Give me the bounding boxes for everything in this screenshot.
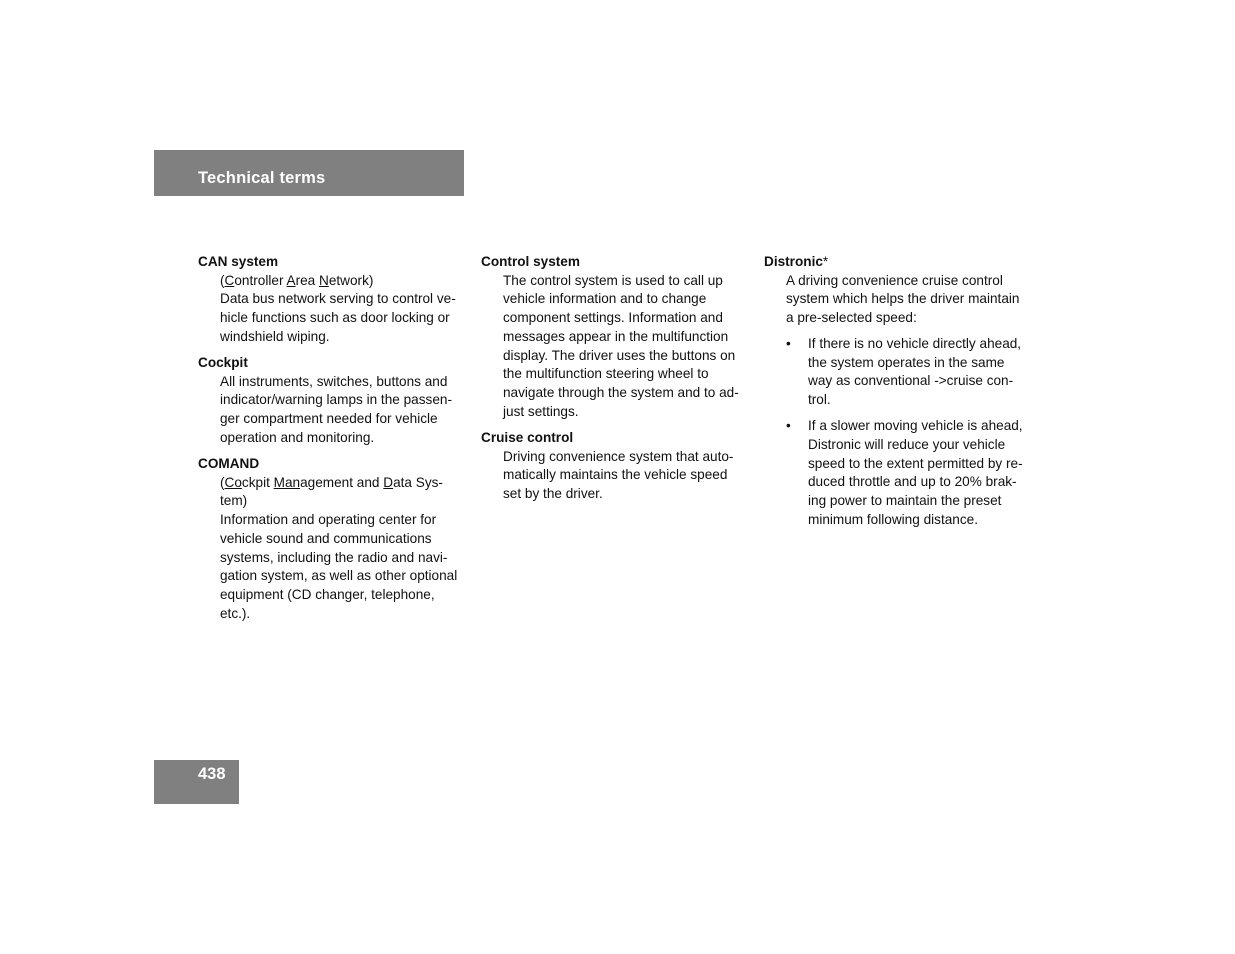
bullet-item bbox=[786, 335, 1036, 410]
abbr-text: rea bbox=[295, 272, 320, 288]
abbr-text: ata Sys- bbox=[393, 474, 443, 490]
glossary-term bbox=[198, 354, 470, 373]
underlined-letter: D bbox=[383, 474, 394, 490]
underlined-letter: Co bbox=[224, 474, 242, 490]
text-line: If there is no vehicle directly ahead, bbox=[808, 335, 1022, 351]
text-line: vehicle sound and communications bbox=[220, 530, 432, 546]
text-line: minimum following distance. bbox=[808, 511, 978, 527]
bullet-list bbox=[786, 335, 1036, 530]
definition-text bbox=[220, 272, 470, 347]
glossary-term bbox=[481, 429, 753, 448]
text-line: system which helps the driver maintain bbox=[786, 291, 1020, 307]
section-title: Technical terms bbox=[198, 169, 326, 187]
text-line: messages appear in the multifunction bbox=[503, 328, 729, 344]
text-line: indicator/warning lamps in the passen- bbox=[220, 392, 452, 408]
text-line: All instruments, switches, buttons and bbox=[220, 373, 448, 389]
definition-text bbox=[220, 373, 470, 448]
page-number-badge bbox=[154, 760, 239, 804]
bullet-item bbox=[786, 417, 1036, 529]
text-line: vehicle information and to change bbox=[503, 291, 707, 307]
glossary-column-1 bbox=[198, 253, 470, 631]
underlined-letter: N bbox=[319, 272, 329, 288]
text-line: Driving convenience system that auto- bbox=[503, 448, 734, 464]
text-line: The control system is used to call up bbox=[503, 272, 723, 288]
glossary-definition bbox=[220, 373, 470, 448]
text-line: ger compartment needed for vehicle bbox=[220, 411, 438, 427]
text-line: windshield wiping. bbox=[220, 328, 330, 344]
underlined-letter: Man bbox=[273, 474, 301, 490]
text-line: gation system, as well as other optional bbox=[220, 568, 458, 584]
underlined-letter: C bbox=[224, 272, 235, 288]
text-line: just settings. bbox=[503, 403, 579, 419]
definition-text bbox=[503, 272, 753, 422]
text-line: navigate through the system and to ad- bbox=[503, 384, 739, 400]
abbr-text: agement and bbox=[300, 474, 384, 490]
term-label: Control system bbox=[481, 254, 580, 269]
definition-text bbox=[503, 448, 753, 504]
text-line: Distronic will reduce your vehicle bbox=[808, 436, 1006, 452]
glossary-term bbox=[764, 253, 1036, 272]
text-line: operation and monitoring. bbox=[220, 429, 375, 445]
glossary-term bbox=[198, 455, 470, 474]
glossary-column-3 bbox=[764, 253, 1036, 537]
abbr-text: etwork) bbox=[328, 272, 374, 288]
text-line: A driving convenience cruise control bbox=[786, 272, 1003, 288]
abbr-text: ( bbox=[220, 272, 225, 288]
definition-text bbox=[220, 474, 470, 624]
text-line: the system operates in the same bbox=[808, 354, 1005, 370]
text-line: hicle functions such as door locking or bbox=[220, 310, 450, 326]
glossary-column-2 bbox=[481, 253, 753, 511]
text-line: If a slower moving vehicle is ahead, bbox=[808, 418, 1023, 434]
page-number: 438 bbox=[198, 765, 226, 783]
definition-text bbox=[786, 272, 1036, 328]
text-line: equipment (CD changer, telephone, bbox=[220, 586, 435, 602]
text-line: a pre-selected speed: bbox=[786, 310, 917, 326]
abbreviation-expansion bbox=[220, 475, 443, 509]
bullet-symbol: • bbox=[786, 335, 791, 351]
term-label: Cruise control bbox=[481, 429, 574, 445]
text-line: matically maintains the vehicle speed bbox=[503, 467, 728, 483]
text-line: way as conventional ->cruise con- bbox=[808, 373, 1014, 389]
glossary-definition bbox=[503, 448, 753, 504]
term-label: Distronic bbox=[764, 254, 823, 269]
glossary-definition bbox=[220, 272, 470, 347]
text-line: Data bus network serving to control ve- bbox=[220, 291, 456, 307]
term-suffix: * bbox=[822, 254, 829, 269]
text-line: Information and operating center for bbox=[220, 512, 437, 528]
term-label: CAN system bbox=[198, 254, 279, 269]
text-line: duced throttle and up to 20% brak- bbox=[808, 474, 1017, 490]
text-line: the multifunction steering wheel to bbox=[503, 366, 709, 382]
text-line: component settings. Information and bbox=[503, 310, 723, 326]
bullet-symbol: • bbox=[786, 418, 791, 434]
underlined-letter: A bbox=[286, 272, 296, 288]
text-line: trol. bbox=[808, 391, 831, 407]
section-header-bar bbox=[154, 150, 464, 196]
text-line: systems, including the radio and navi- bbox=[220, 549, 448, 565]
text-line: display. The driver uses the buttons on bbox=[503, 347, 736, 363]
glossary-definition bbox=[786, 272, 1036, 530]
glossary-definition bbox=[503, 272, 753, 422]
text-line: etc.). bbox=[220, 605, 251, 621]
abbr-text: ontroller bbox=[234, 272, 287, 288]
abbreviation-expansion bbox=[220, 273, 373, 288]
text-line: ing power to maintain the preset bbox=[808, 492, 1002, 508]
text-line: speed to the extent permitted by re- bbox=[808, 455, 1023, 471]
abbr-text: ckpit bbox=[241, 474, 274, 490]
glossary-term bbox=[198, 253, 470, 272]
text-line: set by the driver. bbox=[503, 485, 603, 501]
glossary-definition bbox=[220, 474, 470, 624]
term-label: COMAND bbox=[198, 456, 260, 472]
abbr-text: ( bbox=[220, 474, 225, 490]
glossary-term bbox=[481, 253, 753, 272]
abbr-text: tem) bbox=[220, 493, 248, 509]
term-label: Cockpit bbox=[198, 355, 248, 371]
